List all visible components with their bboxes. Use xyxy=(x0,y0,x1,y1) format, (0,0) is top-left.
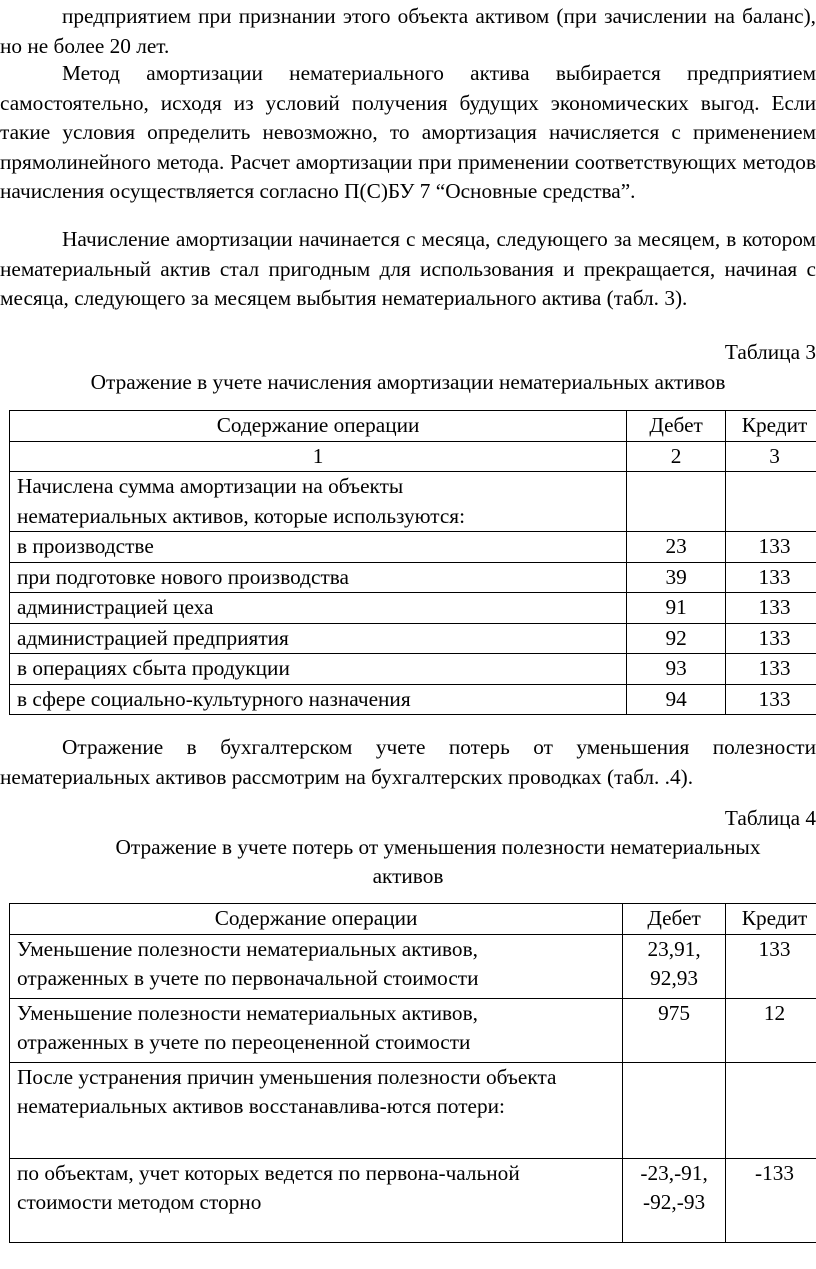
table-row xyxy=(10,593,816,624)
table3-credit: 133 xyxy=(726,593,816,624)
table4-credit: -133 xyxy=(726,1158,816,1242)
table4-operation: по объектам, учет которых ведется по первона-чальной стоимости методом сторно xyxy=(10,1158,623,1242)
table3-debit: 94 xyxy=(627,684,726,715)
table3-header-operation: Содержание операции xyxy=(10,411,627,442)
table4-debit-line: 975 xyxy=(658,1000,691,1025)
table4-label: Таблица 4 xyxy=(724,806,816,830)
table-row xyxy=(10,998,816,1062)
intro-paragraph-2: Начисление амортизации начинается с месяца, следующего за месяцем, в котором нематериальный актив стал пригодным для использования и прекращается, начиная с месяца, следующего за месяцем выбытия нематериального актива (табл. 3). xyxy=(0,227,816,310)
table3-label: Таблица 3 xyxy=(724,340,816,364)
table-row xyxy=(10,934,816,998)
table4-empty-cell xyxy=(623,1062,726,1158)
table3-credit: 133 xyxy=(726,562,816,593)
table4-debit xyxy=(623,1158,726,1242)
table3-debit: 91 xyxy=(627,593,726,624)
table3-col-number: 3 xyxy=(726,441,816,472)
table4-header-operation: Содержание операции xyxy=(10,904,623,935)
table4-header-credit: Кредит xyxy=(726,904,816,935)
table4 xyxy=(9,903,816,1243)
table3-operation: в сфере социально-культурного назначения xyxy=(10,684,627,715)
intro-paragraph-0: предприятием при признании этого объекта активом (при зачислении на баланс), но не более 20 лет. xyxy=(0,4,816,58)
table3-empty-cell xyxy=(627,472,726,532)
table-row xyxy=(10,1158,816,1242)
table-row xyxy=(10,532,816,563)
table3-debit: 23 xyxy=(627,532,726,563)
table4-credit: 133 xyxy=(726,934,816,998)
table-row xyxy=(10,562,816,593)
table-row xyxy=(10,654,816,685)
table-row xyxy=(10,623,816,654)
table4-debit-line: -92,-93 xyxy=(643,1190,706,1214)
table3-debit: 92 xyxy=(627,623,726,654)
table4-debit xyxy=(623,998,726,1062)
table4-caption-line2: активов xyxy=(372,864,444,888)
table3-credit: 133 xyxy=(726,684,816,715)
table-row xyxy=(10,1062,816,1158)
table4-caption-line1: Отражение в учете потерь от уменьшения полезности нематериальных xyxy=(115,835,761,859)
table4-header-debit: Дебет xyxy=(623,904,726,935)
table4-debit-line: 92,93 xyxy=(650,966,699,990)
table3-debit: 39 xyxy=(627,562,726,593)
table3-caption: Отражение в учете начисления амортизации нематериальных активов xyxy=(90,370,726,394)
table4-debit-line: -23,-91, xyxy=(640,1160,708,1185)
table4-operation: После устранения причин уменьшения полезности объекта нематериальных активов восстанавлива-ются потери: xyxy=(10,1062,623,1158)
table4-debit-line: 23,91, xyxy=(647,936,701,961)
table4-empty-cell xyxy=(726,1062,816,1158)
table3-credit: 133 xyxy=(726,532,816,563)
table3-operation: администрацией цеха xyxy=(10,593,627,624)
table3-header-credit: Кредит xyxy=(726,411,816,442)
table3-credit: 133 xyxy=(726,623,816,654)
intro-paragraph-1: Метод амортизации нематериального актива выбирается предприятием самостоятельно, исходя из условий получения будущих экономических выгод. Если такие условия определить невозможно, то амортизация начисляется с применением прямолинейного метода. Расчет амортизации при применении соответствующих методов начисления осуществляется согласно П(С)БУ 7 “Основные средства”. xyxy=(0,61,816,203)
table3-operation: в операциях сбыта продукции xyxy=(10,654,627,685)
table4-operation: Уменьшение полезности нематериальных активов, отраженных в учете по первоначальной стоимости xyxy=(10,934,623,998)
table4-credit: 12 xyxy=(726,998,816,1062)
table3-header-debit: Дебет xyxy=(627,411,726,442)
table3-debit: 93 xyxy=(627,654,726,685)
table3-operation: в производстве xyxy=(10,532,627,563)
table3 xyxy=(9,410,816,715)
table4-operation: Уменьшение полезности нематериальных активов, отраженных в учете по переоцененной стоимости xyxy=(10,998,623,1062)
middle-paragraph: Отражение в бухгалтерском учете потерь от уменьшения полезности нематериальных активов рассмотрим на бухгалтерских проводках (табл. .4). xyxy=(0,735,816,789)
table3-col-number: 2 xyxy=(627,441,726,472)
table3-operation: при подготовке нового производства xyxy=(10,562,627,593)
table3-operation: администрацией предприятия xyxy=(10,623,627,654)
table3-empty-cell xyxy=(726,472,816,532)
table-row xyxy=(10,684,816,715)
table3-group-row: Начислена сумма амортизации на объекты нематериальных активов, которые используются: xyxy=(10,472,627,532)
table3-credit: 133 xyxy=(726,654,816,685)
table4-debit xyxy=(623,934,726,998)
table3-col-number: 1 xyxy=(10,441,627,472)
